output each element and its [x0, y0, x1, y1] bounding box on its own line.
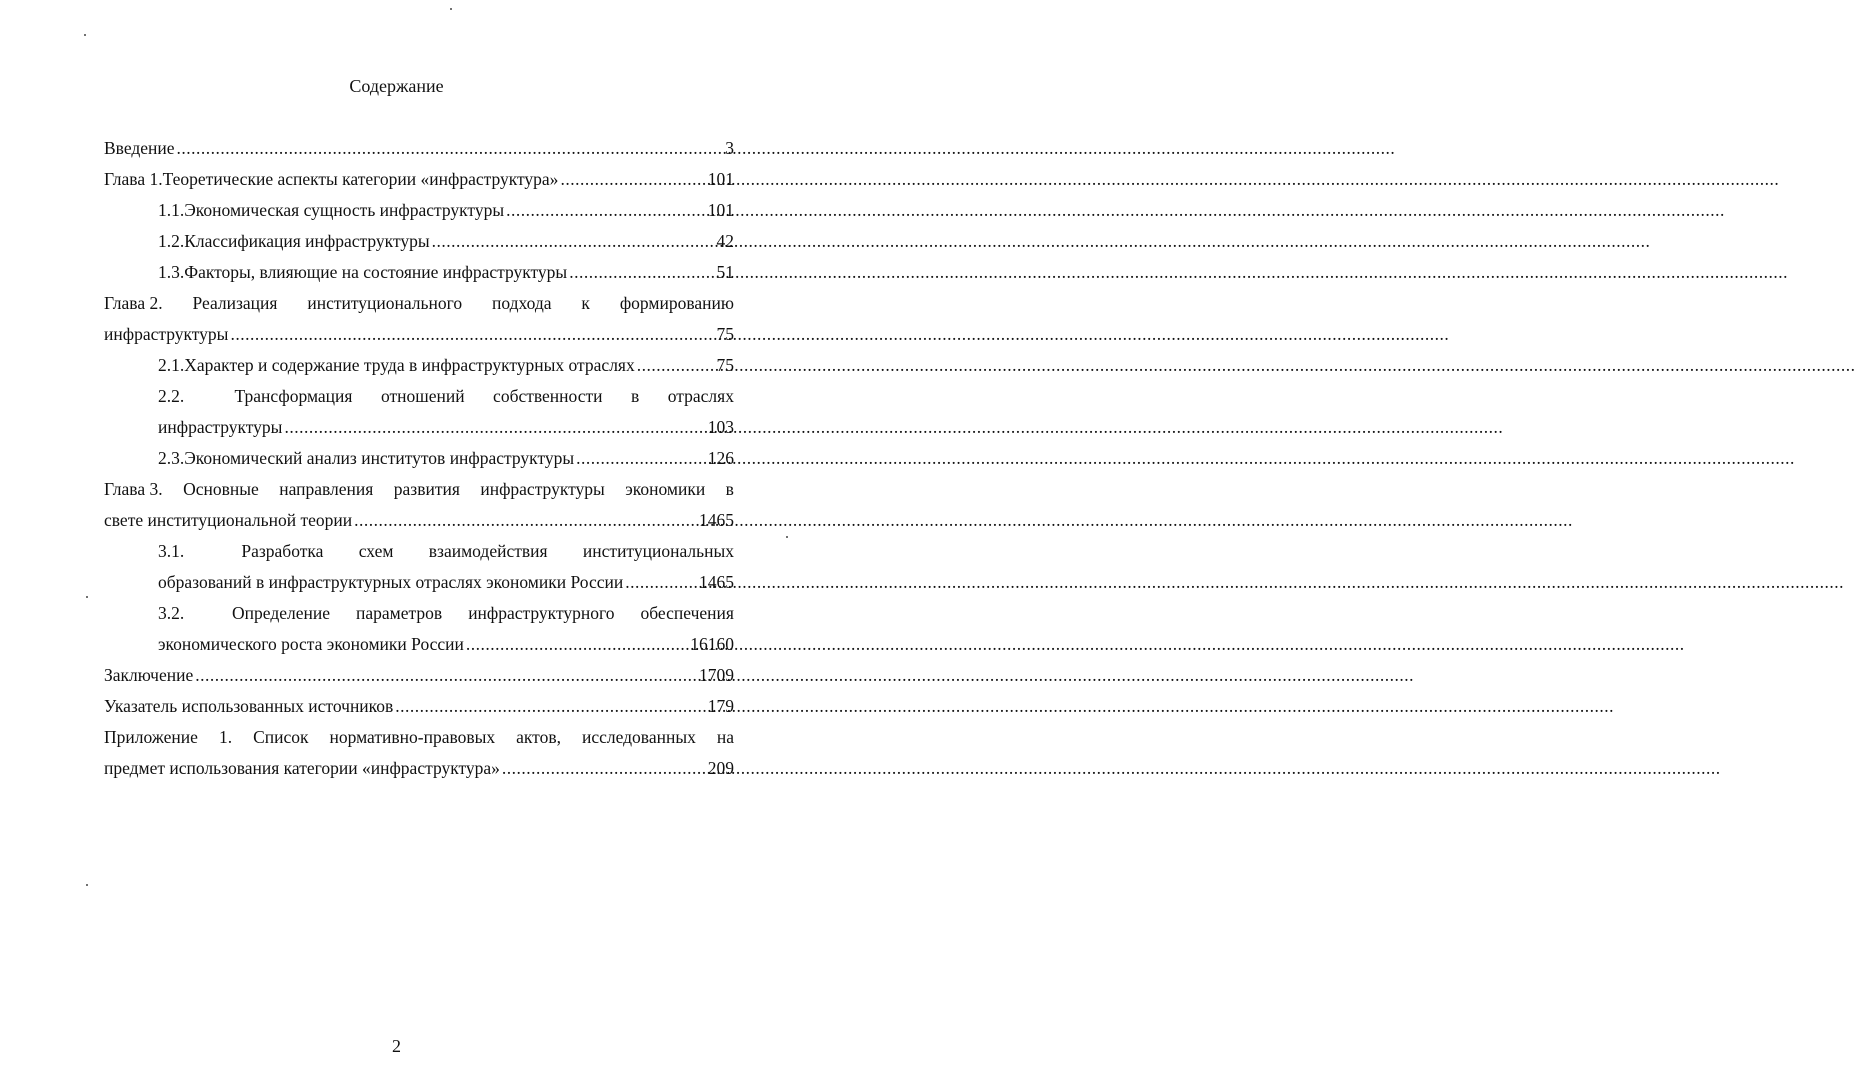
toc-entry-section-3-2-cont[interactable]: [104, 634, 734, 665]
leader-dots: [506, 200, 706, 221]
toc-title: Содержание: [349, 76, 444, 96]
entry-page: 126: [707, 448, 734, 468]
entry-word: Реализация: [192, 293, 278, 313]
entry-page: 51: [716, 262, 734, 282]
entry-word: экономики: [625, 479, 706, 499]
leader-dots: [354, 510, 697, 531]
scan-speck: [86, 596, 88, 598]
toc-entry-intro[interactable]: [104, 138, 734, 169]
entry-word: формированию: [619, 293, 734, 313]
entry-text: Введение: [104, 138, 175, 158]
entry-text: Экономический анализ институтов инфраструктуры: [184, 448, 575, 468]
entry-number: 2.2.: [158, 386, 185, 406]
entry-page: 101: [707, 200, 734, 220]
toc-entry-section-1-3[interactable]: [104, 262, 734, 293]
toc-entry-section-3-1[interactable]: [104, 541, 734, 572]
entry-word: Список: [253, 727, 309, 747]
entry-word: Определение: [232, 603, 330, 623]
toc-entry-appendix-cont[interactable]: [104, 758, 734, 789]
entry-word: к: [581, 293, 590, 313]
entry-word: схем: [358, 541, 394, 561]
toc-entry-chapter-2-cont[interactable]: [104, 324, 734, 355]
entry-number: 3.1.: [158, 541, 185, 561]
entry-page: 101: [707, 169, 734, 189]
entry-number: 2.1.: [158, 355, 185, 375]
scan-speck: [86, 884, 88, 886]
leader-dots: [569, 262, 714, 283]
entry-number: 2.3.: [158, 448, 185, 468]
entry-text: инфраструктуры: [104, 324, 229, 344]
toc-entry-section-3-2[interactable]: [104, 603, 734, 634]
entry-page: 179: [707, 696, 734, 716]
toc-entry-chapter-2[interactable]: [104, 293, 734, 324]
entry-word: инфраструктуры: [480, 479, 605, 499]
entry-text: экономического роста экономики России: [158, 634, 464, 654]
entry-text: Заключение: [104, 665, 194, 685]
scan-speck: [450, 8, 452, 10]
entry-word: институционального: [307, 293, 463, 313]
entry-number: Глава 2.: [104, 293, 163, 313]
toc-entry-section-2-2-cont[interactable]: [104, 417, 734, 448]
entry-page: 1465: [699, 572, 734, 592]
entry-word: исследованных: [581, 727, 696, 747]
entry-word: собственности: [493, 386, 603, 406]
entry-word: инфраструктурного: [468, 603, 615, 623]
leader-dots: [195, 665, 697, 686]
toc-entry-appendix[interactable]: [104, 727, 734, 758]
entry-page: 1709: [699, 665, 734, 685]
entry-text: предмет использования категории «инфраструктура»: [104, 758, 500, 778]
entry-page: 42: [716, 231, 734, 251]
entry-word: отношений: [380, 386, 465, 406]
entry-page: 16160: [690, 634, 734, 654]
entry-page: 3: [725, 138, 734, 158]
entry-word: параметров: [356, 603, 443, 623]
document-page: [0, 0, 793, 1089]
entry-word: в: [631, 386, 640, 406]
leader-dots: [502, 758, 706, 779]
entry-text: Указатель использованных источников: [104, 696, 394, 716]
toc-entry-section-1-2[interactable]: [104, 231, 734, 262]
entry-text: образований в инфраструктурных отраслях экономики России: [158, 572, 624, 592]
toc-entry-references[interactable]: [104, 696, 734, 727]
scan-speck: [84, 34, 86, 36]
entry-text: свете институциональной теории: [104, 510, 353, 530]
entry-text: Факторы, влияющие на состояние инфраструктуры: [184, 262, 568, 282]
entry-text: Теоретические аспекты категории «инфраструктура»: [162, 169, 559, 189]
entry-text: инфраструктуры: [158, 417, 283, 437]
toc-entry-section-2-3[interactable]: [104, 448, 734, 479]
entry-number: 1.1.: [158, 200, 185, 220]
entry-word: Приложение: [104, 727, 198, 747]
entry-word: отраслях: [667, 386, 734, 406]
leader-dots: [395, 696, 705, 717]
entry-text: Характер и содержание труда в инфраструктурных отраслях: [184, 355, 635, 375]
leader-dots: [177, 138, 724, 159]
entry-number: Глава 1.: [104, 169, 163, 189]
entry-page: 75: [716, 355, 734, 375]
entry-number: 1.2.: [158, 231, 185, 251]
entry-text: Экономическая сущность инфраструктуры: [184, 200, 505, 220]
entry-word: 1.: [218, 727, 233, 747]
entry-word: актов,: [516, 727, 561, 747]
entry-word: направления: [279, 479, 374, 499]
entry-page: 75: [716, 324, 734, 344]
entry-word: Трансформация: [234, 386, 353, 406]
entry-word: Основные: [183, 479, 259, 499]
toc-entry-section-3-1-cont[interactable]: [104, 572, 734, 603]
entry-word: взаимодействия: [428, 541, 548, 561]
entry-word: в: [725, 479, 734, 499]
entry-word: институциональных: [582, 541, 734, 561]
toc-entry-section-2-1[interactable]: [104, 355, 734, 386]
leader-dots: [560, 169, 705, 190]
scan-speck: [786, 536, 788, 538]
toc-entry-section-2-2[interactable]: [104, 386, 734, 417]
entry-page: 209: [707, 758, 734, 778]
page-number: 2: [392, 1036, 401, 1056]
toc-entry-chapter-3[interactable]: [104, 479, 734, 510]
entry-number: Глава 3.: [104, 479, 163, 499]
leader-dots: [466, 634, 688, 655]
leader-dots: [576, 448, 706, 469]
toc-entry-conclusion[interactable]: [104, 665, 734, 696]
entry-word: на: [716, 727, 734, 747]
entry-number: 1.3.: [158, 262, 185, 282]
entry-word: нормативно-правовых: [329, 727, 496, 747]
leader-dots: [230, 324, 714, 345]
toc-entry-section-1-1[interactable]: [104, 200, 734, 231]
leader-dots: [625, 572, 697, 593]
entry-word: Разработка: [241, 541, 324, 561]
entry-word: обеспечения: [640, 603, 734, 623]
entry-word: развития: [393, 479, 460, 499]
entry-number: 3.2.: [158, 603, 185, 623]
leader-dots: [432, 231, 715, 252]
entry-text: Классификация инфраструктуры: [184, 231, 430, 251]
leader-dots: [284, 417, 705, 438]
leader-dots: [637, 355, 715, 376]
entry-word: подхода: [492, 293, 552, 313]
entry-page: 1465: [699, 510, 734, 530]
toc-entry-chapter-3-cont[interactable]: [104, 510, 734, 541]
toc-entry-chapter-1[interactable]: [104, 169, 734, 200]
entry-page: 103: [707, 417, 734, 437]
table-of-contents: [104, 138, 734, 789]
